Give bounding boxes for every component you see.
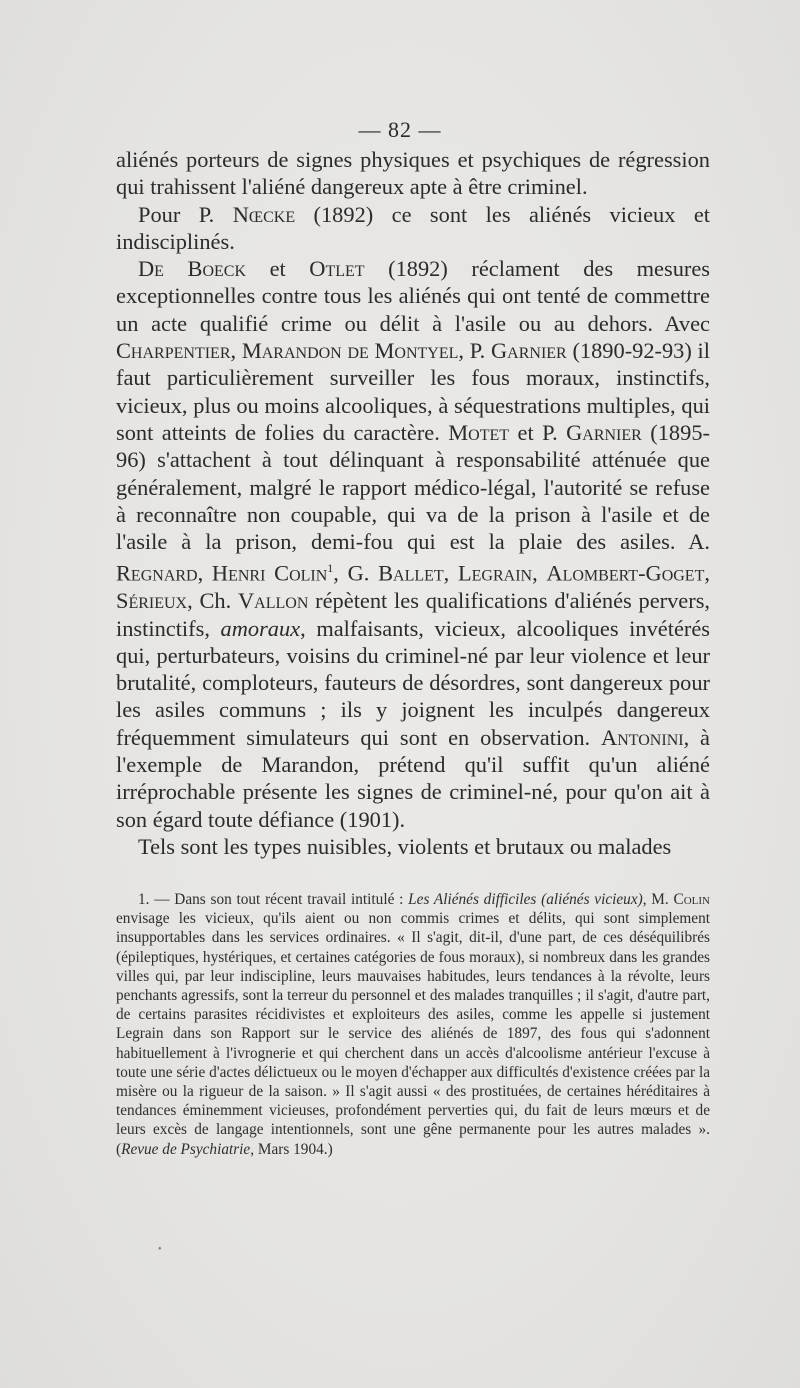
main-text — [116, 146, 710, 860]
author-name: Alombert-Goget — [546, 560, 705, 586]
cited-title: Les Aliénés difficiles (aliénés vicieux) — [408, 891, 643, 908]
author-name: Colin — [673, 891, 710, 908]
page-number: — 82 — — [358, 117, 442, 142]
paragraph-authors: De Boeck et Otlet (1892) réclament des mesures exceptionnelles contre tous les aliénés qui ont tenté de commettre un acte qualifié crime ou délit à l'asile ou au dehors. Avec Charpentier, Marandon de Montyel, P. Garnier (1890-92-93) il faut particulièrement surveiller les fous moraux, instinctifs, vicieux, plus ou moins alcooliques, à séquestrations multiples, qui sont atteints de folies du caractère. Motet et P. Garnier (1895-96) s'attachent à tout délinquant à responsabilité atténuée que généralement, malgré le rapport médico-légal, l'autorité se refuse à reconnaître non coupable, qui va de la prison à l'asile et de l'asile à la prison, demi-fou qui est la plaie des asiles. A. Regnard, Henri Colin$^1$, G. Ballet, Legrain, Alombert-Goget, Sérieux, Ch. Vallon répètent les qualifications d'aliénés pervers, instinctifs, amoraux, malfaisants, vicieux, alcooliques invétérés qui, perturbateurs, voisins du criminel-né par leur violence et leur brutalité, comploteurs, fauteurs de désordres, sont dangereux pour les asiles communs ; ils y joignent les inculpés dangereux fréquemment simulateurs qui sont en observation. Antonini, à l'exemple de Marandon, prétend qu'il suffit qu'un aliéné irréprochable présente les signes de criminel-né, pour qu'on ait à son égard toute défiance (1901). — [116, 256, 711, 832]
cited-journal: Revue de Psychiatrie — [121, 1140, 251, 1158]
author-name: Legrain — [457, 560, 533, 586]
paragraph-closing: Tels sont les types nuisibles, violents et brutaux ou malades — [138, 833, 672, 859]
author-name: Regnard — [116, 560, 198, 586]
paragraph-noecke: Pour P. Nœcke (1892) ce sont les aliénés vicieux et indisciplinés. — [116, 201, 710, 254]
author-name: De Boeck — [138, 256, 246, 282]
footnote-text: 1. — Dans son tout récent travail intitulé : Les Aliénés difficiles (aliénés vicieux), M. Colin envisage les vicieux, qu'ils aient ou non commis crimes et délits, qui sont simplement insupportables dans les services ordinaires. « Il s'agit, dit-il, d'une part, de ces déséquilibrés (épileptiques, hystériques, et certaines catégories de fous moraux), si nombreux dans les grandes villes qui, par leur indiscipline, leurs mauvaises habitudes, leurs tendances à la révolte, leurs penchants agressifs, sont la terreur du personnel et des malades tranquilles ; il s'agit, d'autre part, de certains parasites récidivistes et exploiteurs des asiles, comme les appelle si justement Legrain dans son Rapport sur le service des aliénés de 1897, des fous qui s'adonnent habituellement à l'ivrognerie et qui cherchent dans un accès d'alcoolisme antérieur l'excuse à toute une série d'actes délictueux ou le moyen d'échapper aux difficultés d'existence créées par la misère ou la rigueur de la saison. » Il s'agit aussi « des prostituées, de certaines héréditaires à tendances éminemment vicieuses, profondément perverties qui, du fait de leurs mœurs et de leurs excès de langage intentionnels, sont une gêne permanente pour les autres malades ». (Revue de Psychiatrie, Mars 1904.) — [116, 891, 710, 1158]
author-name: Marandon de Montyel — [241, 338, 459, 364]
author-name: Henri Colin — [211, 560, 328, 586]
author-name: Nœcke — [232, 201, 296, 227]
author-name: Motet — [448, 419, 510, 445]
ink-speck: • — [158, 1244, 162, 1255]
author-name: Otlet — [309, 256, 365, 282]
footnote-reference: 1 — [327, 561, 334, 576]
author-name: Antonini — [601, 724, 684, 750]
author-name: Garnier — [491, 338, 567, 364]
author-name: Vallon — [238, 588, 309, 614]
author-name: Garnier — [566, 419, 642, 445]
paragraph-continuation: aliénés porteurs de signes physiques et psychiques de régression qui trahissent l'aliéné dangereux apte à être criminel. — [116, 147, 710, 200]
italic-term: amoraux — [220, 615, 301, 641]
footnote — [116, 890, 710, 1159]
author-name: Sérieux — [116, 588, 188, 614]
author-name: Charpentier — [116, 338, 231, 364]
author-name: Ballet — [378, 560, 444, 586]
